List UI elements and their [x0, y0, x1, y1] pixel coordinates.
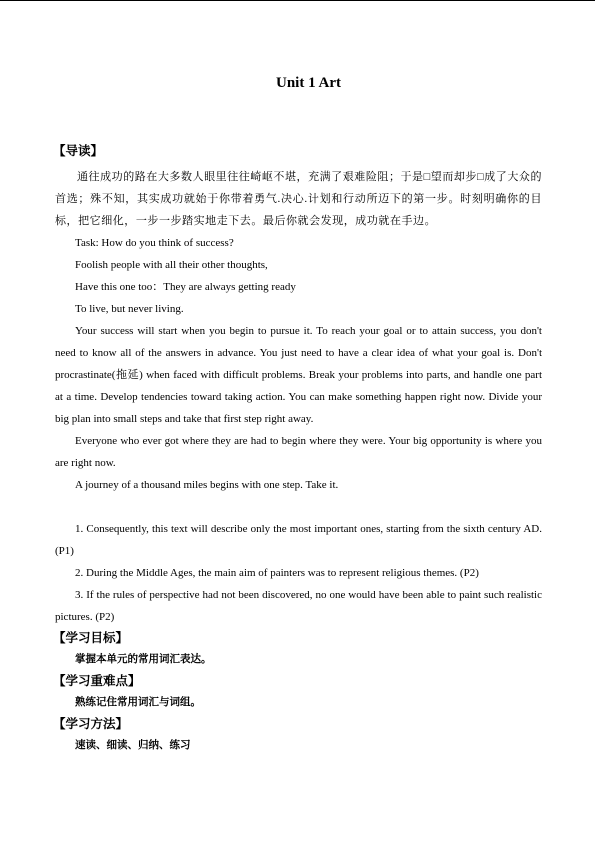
page-top-rule: [0, 0, 595, 1]
key-points-text: 熟练记住常用词汇与词组。: [75, 696, 201, 708]
spacer: [55, 496, 542, 518]
document-body: [55, 141, 542, 757]
poem-line: Foolish people with all their other thoughts,: [75, 259, 268, 271]
sentence-item: 1. Consequently, this text will describe only the most important ones, starting from the sixth century AD. (P1): [55, 523, 542, 557]
poem-line: To live, but never living.: [75, 303, 184, 315]
opportunity-paragraph: Everyone who ever got where they are had to begin where they were. Your big opportunity is where you are right now.: [55, 435, 542, 469]
poem-line: Have this one too：They are always getting ready: [75, 281, 296, 293]
goals-heading: 【学习目标】: [53, 630, 129, 645]
sentence-item: 2. During the Middle Ages, the main aim of painters was to represent religious themes. (P2): [75, 567, 479, 579]
page-title: Unit 1 Art: [276, 75, 341, 91]
intro-heading: 【导读】: [53, 143, 104, 158]
task-line: Task: How do you think of success?: [75, 237, 234, 249]
closing-line: A journey of a thousand miles begins with one step. Take it.: [75, 479, 339, 491]
sentence-item: 3. If the rules of perspective had not been discovered, no one would have been able to paint such realistic pictures. (P2): [55, 589, 542, 623]
methods-text: 速读、细读、归纳、练习: [75, 739, 191, 751]
goals-text: 掌握本单元的常用词汇表达。: [75, 653, 212, 665]
intro-chinese-paragraph: 通往成功的路在大多数人眼里往往崎岖不堪，充满了艰难险阻；于是□望而却步□成了大众的首选；殊不知，其实成功就始于你带着勇气.决心.计划和行动所迈下的第一步。时刻明确你的目标，把它细化，一步一步踏实地走下去。最后你就会发现，成功就在手边。: [55, 171, 542, 227]
key-points-heading: 【学习重难点】: [53, 673, 141, 688]
success-paragraph: Your success will start when you begin to pursue it. To reach your goal or to attain success, you don't need to know all of the answers in advance. You just need to have a clear idea of what your goal is. Don't procrastinate(拖延) when faced with difficult problems. Break your problems into parts, and handle one part at a time. Develop tendencies toward taking action. You can make something happen right now. Divide your big plan into small steps and take that first step right away.: [55, 325, 542, 425]
methods-heading: 【学习方法】: [53, 716, 129, 731]
